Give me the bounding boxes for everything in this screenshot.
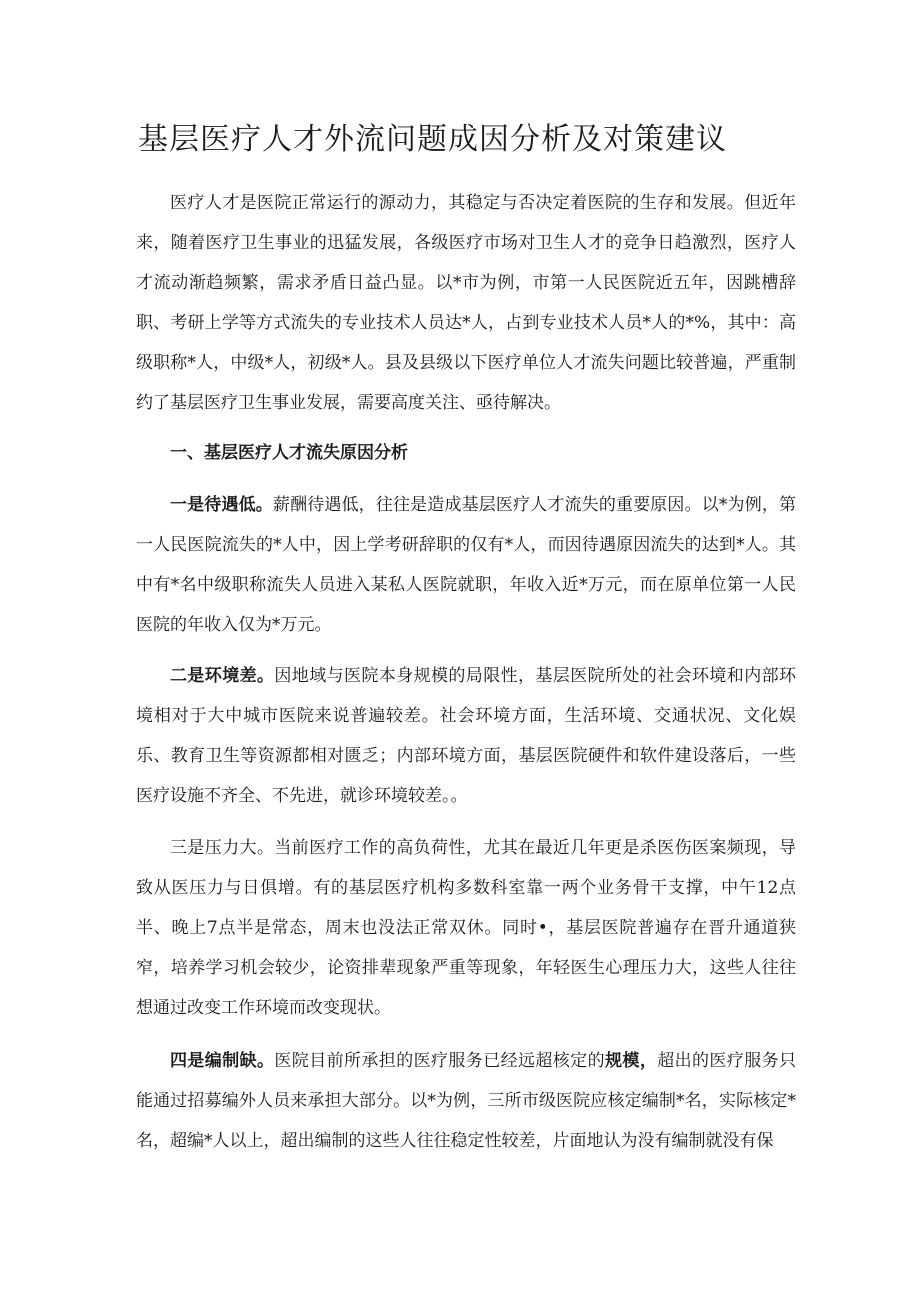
reason-lead: 四是编制缺。 <box>170 1051 275 1071</box>
reason-lead: 一是待遇低。 <box>170 495 273 515</box>
reason-text: 医院目前所承担的医疗服务已经远超核定的 <box>274 1051 606 1071</box>
reason-text: 薪酬待遇低，往往是造成基层医疗人才流失的重要原因。以*为例，第一人民医院流失的*人中，因上学考研辞职的仅有*人，而因待遇原因流失的达到*人。其中有*名中级职称流失人员进入某私人医院就职，年收入近*万元，而在原单位第一人民医院的年收入仅为*万元。 <box>136 495 797 635</box>
reason-paragraph-environment <box>136 656 796 816</box>
reason-text: 因地域与医院本身规模的局限性，基层医院所处的社会环境和内部环境相对于大中城市医院来说普遍较差。社会环境方面，生活环境、交通状况、文化娱乐、教育卫生等资源都相对匮乏；内部环境方面，基层医院硬件和软件建设落后，一些医疗设施不齐全、不先进，就诊环境较差。。 <box>136 666 797 806</box>
reason-paragraph-staffing <box>136 1041 796 1161</box>
document-title: 基层医疗人才外流问题成因分析及对策建议 <box>138 122 727 157</box>
reason-paragraph-pay <box>136 485 796 645</box>
intro-paragraph: 医疗人才是医院正常运行的源动力，其稳定与否决定着医院的生存和发展。但近年来，随着医疗卫生事业的迅猛发展，各级医疗市场对卫生人才的竞争日趋激烈，医疗人才流动渐趋频繁，需求矛盾日益凸显。以*市为例，市第一人民医院近五年，因跳槽辞职、考研上学等方式流失的专业技术人员达*人，占到专业技术人员*人的*%，其中：高级职称*人，中级*人，初级*人。县及县级以下医疗单位人才流失问题比较普遍，严重制约了基层医疗卫生事业发展，需要高度关注、亟待解决。 <box>136 193 796 413</box>
reason-paragraph-pressure <box>136 828 796 1028</box>
reason-text: 超出的医疗服务只能通过招募编外人员来承担大部分。以*为例，三所市级医院应核定编制*名，实际核定*名，超编*人以上，超出编制的这些人往往稳定性较差，片面地认为没有编制就没有保 <box>136 1051 797 1151</box>
reason-text: 当前医疗工作的高负荷性，尤其在最近几年更是杀医伤医案频现，导致从医压力与日俱增。有的基层医疗机构多数科室靠一两个业务骨干支撑，中午12点半、晚上7点半是常态，周末也没法正常双休。同时•，基层医院普遍存在晋升通道狭窄，培养学习机会较少，论资排辈现象严重等现象，年轻医生心理压力大，这些人往往想通过改变工作环境而改变现状。 <box>136 838 797 1018</box>
section-heading: 一、基层医疗人才流失原因分析 <box>170 443 408 463</box>
reason-lead: 三是压力大。 <box>170 838 275 858</box>
reason-lead: 二是环境差。 <box>170 666 275 686</box>
emphasis-text: 规模， <box>605 1051 658 1071</box>
